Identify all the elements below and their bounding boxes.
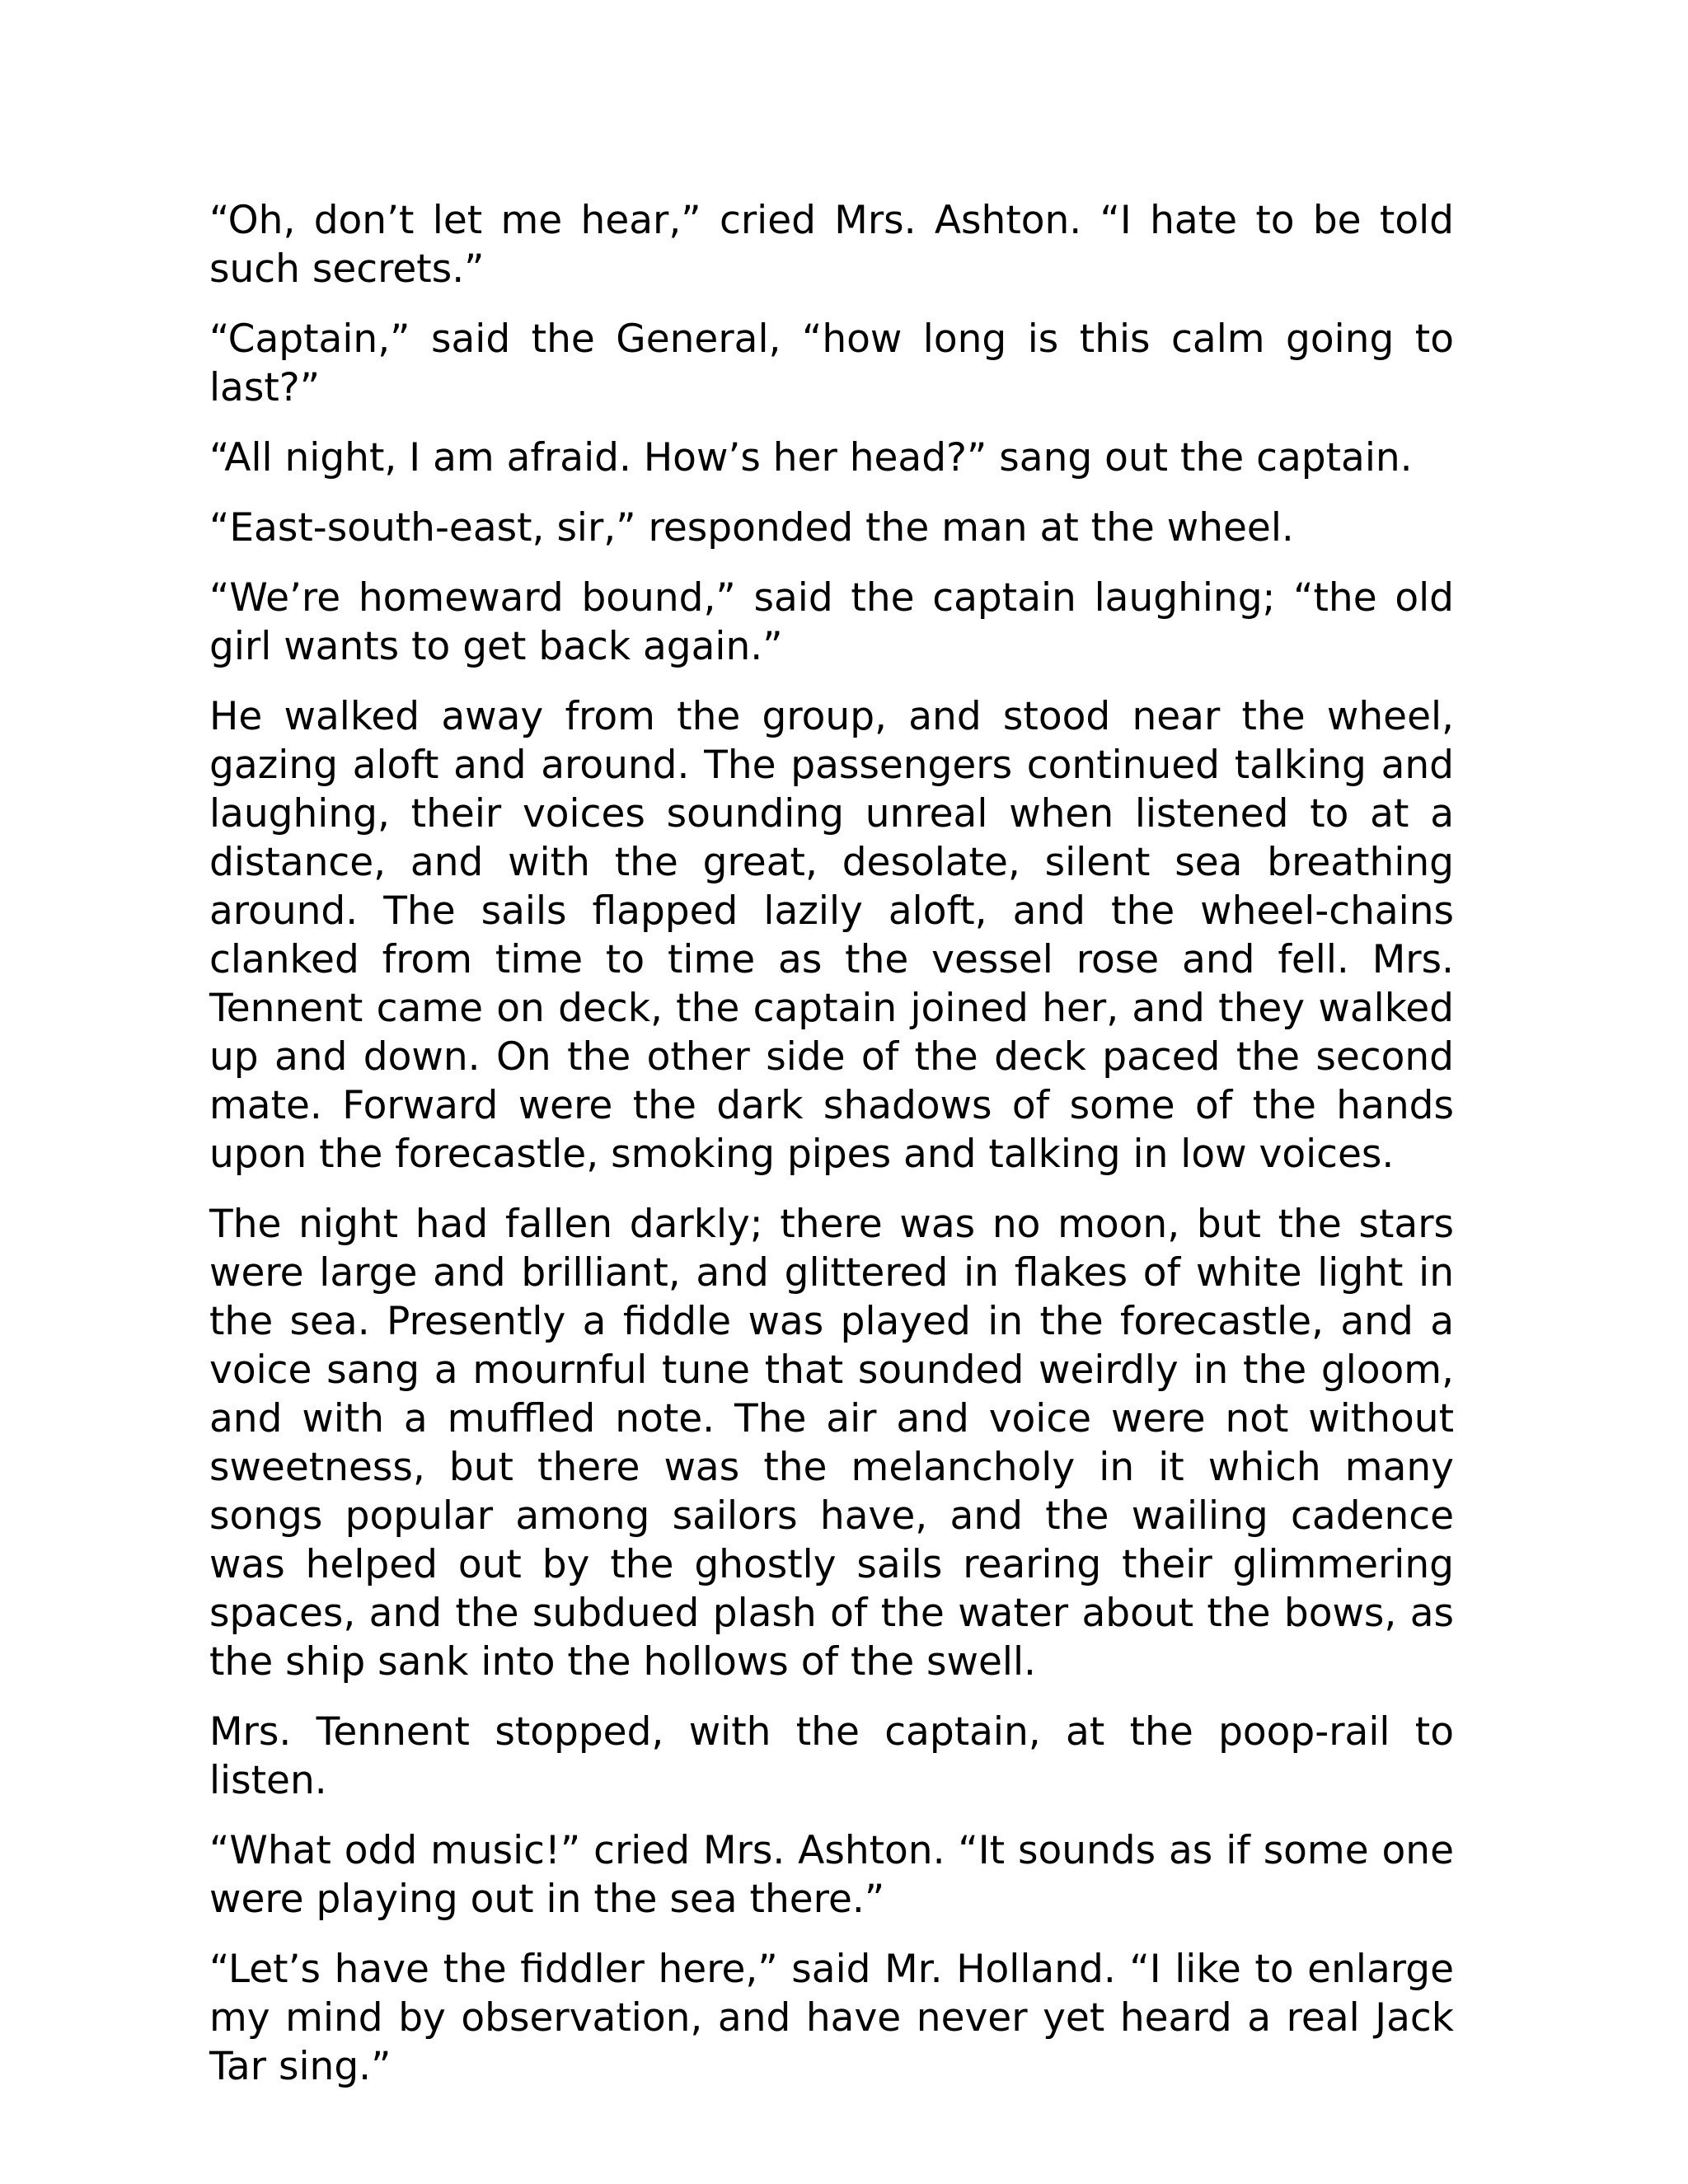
paragraph: “What odd music!” cried Mrs. Ashton. “It sounds as if some one were playing out in the sea there.”	[209, 1828, 1454, 1922]
paragraph: The night had fallen darkly; there was no moon, but the stars were large and brilliant, and glittered in flakes of white light in the sea. Presently a fiddle was played in the forecastle, and a voice sang a mournful tune that sounded weirdly in the gloom, and with a muffled note. The air and voice were not without sweetness, but there was the melancholy in it which many songs popular among sailors have, and the wailing cadence was helped out by the ghostly sails rearing their glimmering spaces, and the subdued plash of the water about the bows, as the ship sank into the hollows of the swell.	[209, 1202, 1454, 1685]
paragraph: “East-south-east, sir,” responded the man at the wheel.	[209, 505, 1294, 551]
paragraph: “We’re homeward bound,” said the captain laughing; “the old girl wants to get back again.”	[209, 575, 1454, 669]
paragraph: “Let’s have the fiddler here,” said Mr. Holland. “I like to enlarge my mind by observation, and have never yet heard a real Jack Tar sing.”	[209, 1947, 1454, 2089]
paragraph: “Oh, don’t let me hear,” cried Mrs. Ashton. “I hate to be told such secrets.”	[209, 198, 1454, 292]
paragraph: He walked away from the group, and stood near the wheel, gazing aloft and around. The passengers continued talking and laughing, their voices sounding unreal when listened to at a distance, and with the great, desolate, silent sea breathing around. The sails flapped lazily aloft, and the wheel-chains clanked from time to time as the vessel rose and fell. Mrs. Tennent came on deck, the captain joined her, and they walked up and down. On the other side of the deck paced the second mate. Forward were the dark shadows of some of the hands upon the forecastle, smoking pipes and talking in low voices.	[209, 694, 1454, 1177]
paragraph: Mrs. Tennent stopped, with the captain, at the poop-rail to listen.	[209, 1709, 1454, 1803]
paragraph: “Captain,” said the General, “how long is this calm going to last?”	[209, 316, 1454, 410]
body-text	[209, 196, 1454, 2112]
paragraph: “All night, I am afraid. How’s her head?” sang out the captain.	[209, 435, 1413, 480]
